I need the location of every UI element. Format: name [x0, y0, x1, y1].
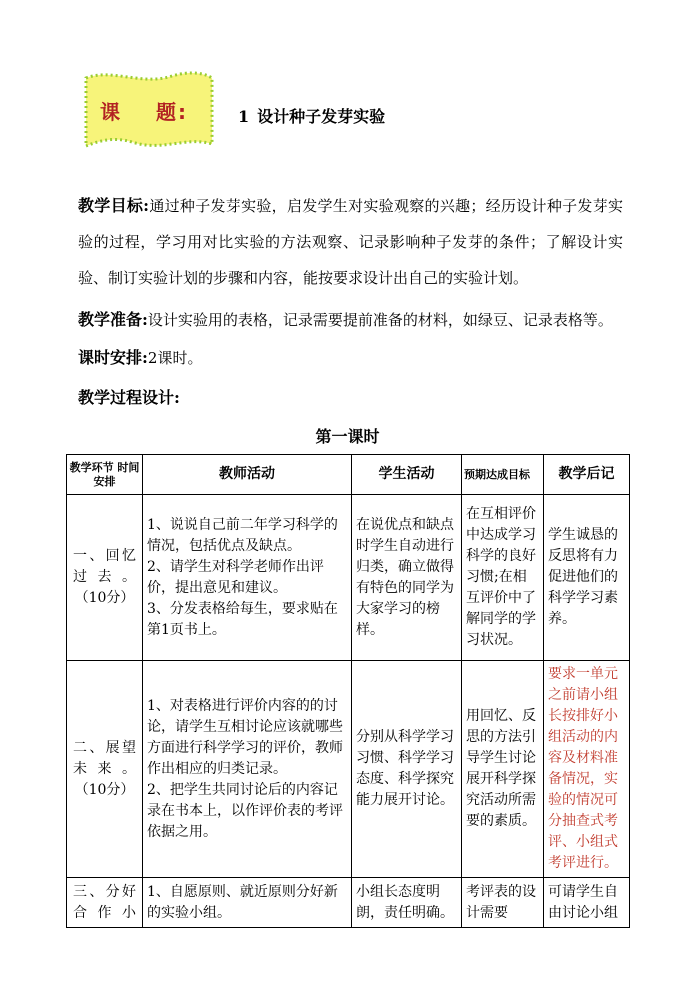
stage-time: （10分） [74, 590, 135, 606]
teaching-prep-label: 教学准备: [78, 310, 148, 329]
goal-cell: 考评表的设计需要 [462, 878, 544, 928]
section-heading: 第一课时 [315, 427, 380, 446]
lesson-number: 1 [238, 107, 250, 126]
reflection-cell: 要求一单元之前请小组长按排好小组活动的内容及材料准备情况，实验的情况可分抽查式考评、小组式考评进行。 [544, 661, 630, 878]
goal-cell: 用回忆、反思的方法引导学生讨论展开科学探究活动所需要的素质。 [462, 661, 544, 878]
class-hours-label: 课时安排: [78, 348, 148, 367]
teacher-item: 2、把学生共同讨论后的内容记录在书本上，以作评价表的考评依据之用。 [147, 781, 343, 840]
process-design-label: 教学过程设计: [78, 388, 180, 407]
header-reflection: 教学后记 [544, 455, 630, 495]
teaching-goals-text: 通过种子发芽实验，启发学生对实验观察的兴趣；经历设计种子发芽实验的过程，学习用对比实验的方法观察、记录影响种子发芽的条件；了解设计实验、制订实验计划的步骤和内容，能按要求设计出自己的实验计划。 [78, 197, 623, 287]
teacher-cell [143, 495, 352, 661]
student-cell: 在说优点和缺点时学生自动进行归类，确立做得有特色的同学为大家学习的榜样。 [352, 495, 462, 661]
student-cell: 小组长态度明朗，责任明确。 [352, 878, 462, 928]
teacher-cell [143, 878, 352, 928]
header-goal: 预期达成目标 [462, 455, 544, 495]
teaching-goals-label: 教学目标: [78, 196, 150, 215]
lesson-title [238, 104, 385, 127]
goal-cell: 在互相评价中达成学习科学的良好习惯;在相互评价中了解同学的学习状况。 [462, 495, 544, 661]
table-row [67, 661, 630, 878]
student-cell: 分别从科学学习习惯、科学学习态度、科学探究能力展开讨论。 [352, 661, 462, 878]
lesson-title-text: 设计种子发芽实验 [257, 107, 386, 126]
stage-text: 二、展望未来。 [73, 739, 136, 777]
class-hours [78, 340, 623, 376]
banner-label-ti: 题: [156, 100, 188, 124]
stage-cell [67, 495, 143, 661]
stage-cell: 三、分好合作小 [67, 878, 143, 928]
banner-label-ke: 课 [100, 100, 122, 124]
process-design [78, 380, 623, 416]
lesson-plan-table [66, 454, 630, 928]
header-student: 学生活动 [352, 455, 462, 495]
table-row [67, 878, 630, 928]
reflection-cell: 学生诚恳的反思将有力促进他们的科学学习素养。 [544, 495, 630, 661]
teaching-goals [78, 188, 623, 296]
table-row [67, 495, 630, 661]
banner-label [100, 96, 210, 125]
stage-text: 一、回忆过去。 [73, 548, 136, 585]
teacher-item: 1、对表格进行评价内容的的讨论，请学生互相讨论应该就哪些方面进行科学学习的评价，教师作出相应的归类记录。 [147, 697, 343, 777]
teacher-item: 3、分发表格给每生，要求贴在第1页书上。 [147, 600, 338, 638]
table-header-row [67, 455, 630, 495]
teacher-cell [143, 661, 352, 878]
title-banner [82, 70, 216, 152]
teacher-item: 1、说说自己前二年学习科学的情况，包括优点及缺点。 [147, 516, 338, 554]
stage-cell [67, 661, 143, 878]
teacher-item: 1、自愿原则、就近原则分好新的实验小组。 [147, 883, 338, 921]
reflection-cell: 可请学生自由讨论小组 [544, 878, 630, 928]
teaching-prep-text: 设计实验用的表格，记录需要提前准备的材料，如绿豆、记录表格等。 [147, 311, 613, 329]
class-hours-text: 2课时。 [147, 349, 203, 367]
header-stage: 教学环节 时间安排 [67, 455, 143, 495]
teacher-item: 2、请学生对科学老师作出评价，提出意见和建议。 [147, 558, 324, 596]
teaching-prep [78, 302, 623, 338]
stage-time: （10分） [74, 781, 135, 798]
header-teacher: 教师活动 [143, 455, 352, 495]
